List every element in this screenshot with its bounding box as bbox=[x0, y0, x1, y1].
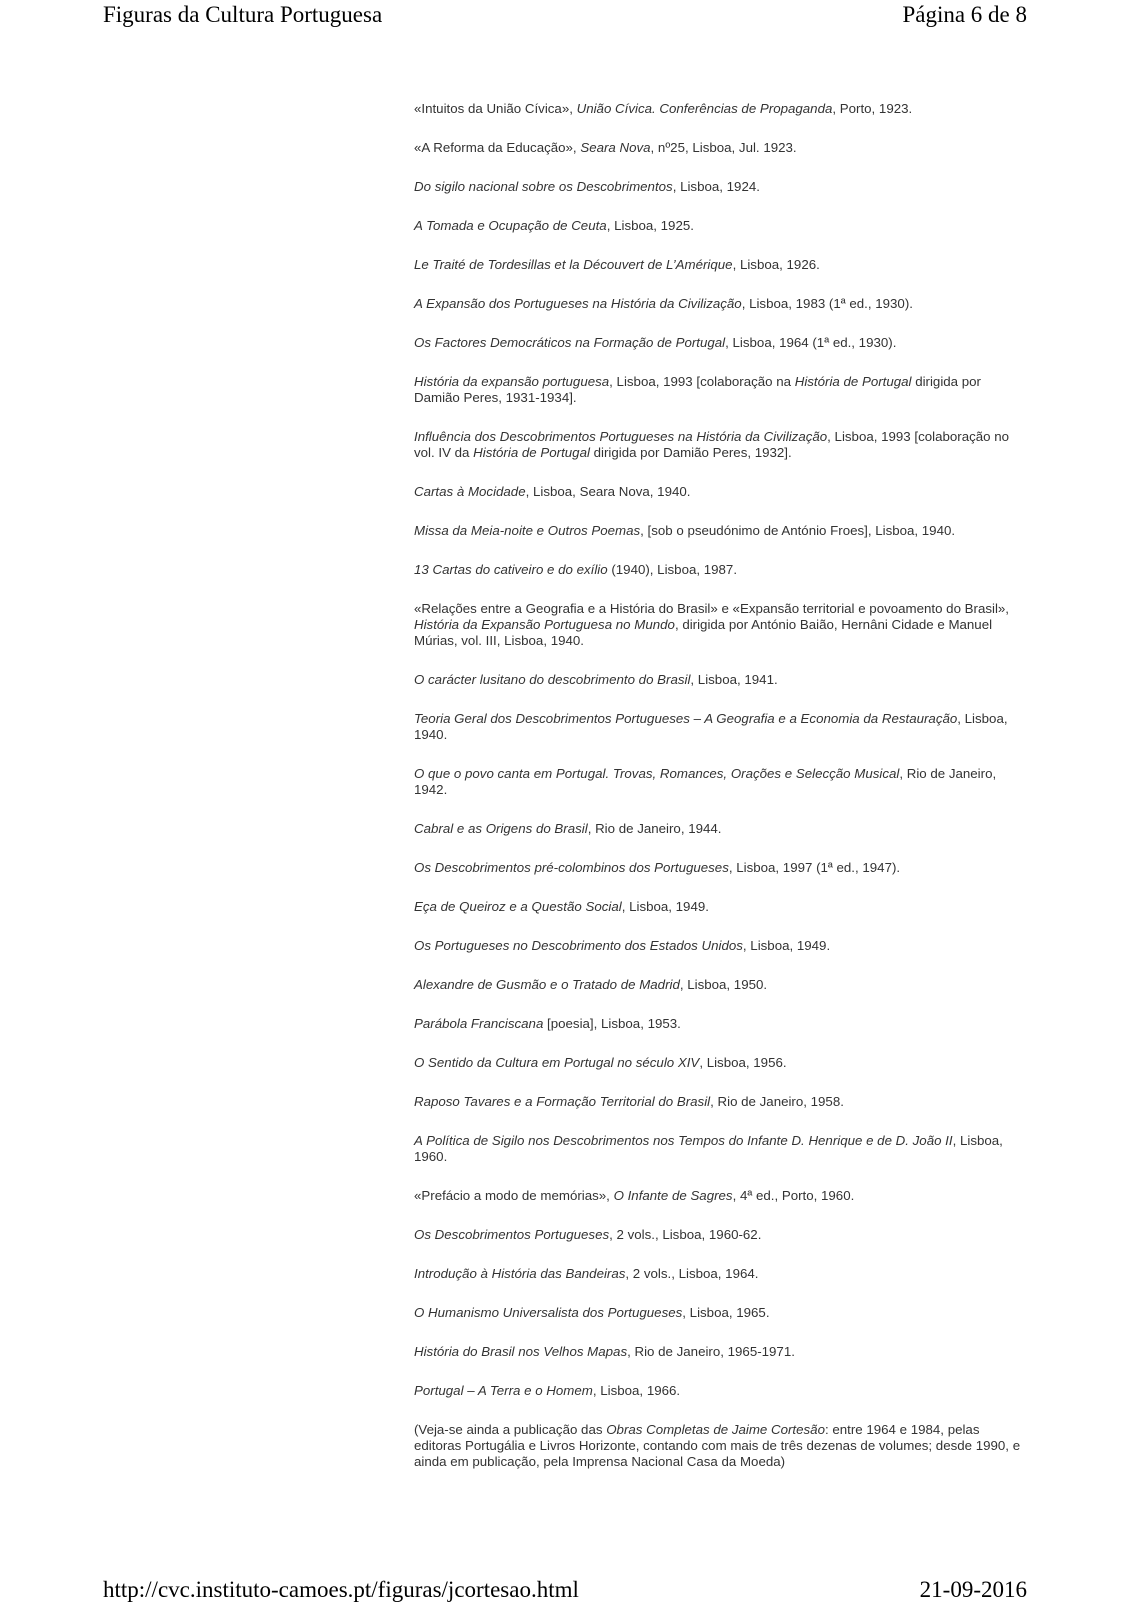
work-title: O Sentido da Cultura em Portugal no século XIV bbox=[414, 1055, 700, 1070]
entry-text: «Relações entre a Geografia e a História do Brasil» e «Expansão territorial e povoamento do Brasil», bbox=[414, 601, 1009, 616]
entry-text: , Lisboa, 1949. bbox=[621, 899, 709, 914]
work-title: Parábola Franciscana bbox=[414, 1016, 544, 1031]
entry-text: , Lisboa, 1965. bbox=[682, 1305, 770, 1320]
bibliography-entry bbox=[414, 179, 1026, 195]
work-title: Do sigilo nacional sobre os Descobrimentos bbox=[414, 179, 673, 194]
work-title: História de Portugal bbox=[794, 374, 912, 389]
work-title: Le Traité de Tordesillas et la Découvert de L’Amérique bbox=[414, 257, 733, 272]
work-title: Introdução à História das Bandeiras bbox=[414, 1266, 626, 1281]
work-title: A Expansão dos Portugueses na História da Civilização bbox=[414, 296, 742, 311]
work-title: O Humanismo Universalista dos Portugueses bbox=[414, 1305, 683, 1320]
entry-text: , Rio de Janeiro, 1958. bbox=[710, 1094, 844, 1109]
bibliography-entry bbox=[414, 938, 1026, 954]
bibliography-entry bbox=[414, 429, 1026, 461]
entry-text: , Lisboa, 1993 [colaboração no vol. IV da bbox=[414, 429, 1010, 460]
work-title: História da expansão portuguesa bbox=[414, 374, 610, 389]
page-number: Página 6 de 8 bbox=[902, 2, 1027, 27]
work-title: Os Descobrimentos Portugueses bbox=[414, 1227, 610, 1242]
work-title: A Tomada e Ocupação de Ceuta bbox=[414, 218, 607, 233]
bibliography-entry bbox=[414, 140, 1026, 156]
entry-text: , [sob o pseudónimo de António Froes], Lisboa, 1940. bbox=[640, 523, 956, 538]
entry-text: , 4ª ed., Porto, 1960. bbox=[732, 1188, 855, 1203]
bibliography-entry bbox=[414, 1305, 1026, 1321]
entry-text: , Porto, 1923. bbox=[832, 101, 913, 116]
entry-text: , Lisboa, 1956. bbox=[699, 1055, 787, 1070]
entry-text: , Rio de Janeiro, 1944. bbox=[587, 821, 722, 836]
bibliography-entry bbox=[414, 766, 1026, 798]
bibliography-entry bbox=[414, 335, 1026, 351]
bibliography-entry bbox=[414, 484, 1026, 500]
entry-text: , Lisboa, Seara Nova, 1940. bbox=[525, 484, 691, 499]
page-url: http://cvc.instituto-camoes.pt/figuras/jcortesao.html bbox=[103, 1577, 579, 1602]
entry-text: «Prefácio a modo de memórias», bbox=[414, 1188, 614, 1203]
bibliography-entry bbox=[414, 672, 1026, 688]
bibliography-entry bbox=[414, 821, 1026, 837]
work-title: Os Descobrimentos pré-colombinos dos Portugueses bbox=[414, 860, 729, 875]
work-title: Missa da Meia-noite e Outros Poemas bbox=[414, 523, 641, 538]
entry-text: , Lisboa, 1993 [colaboração na bbox=[609, 374, 795, 389]
print-date: 21-09-2016 bbox=[919, 1577, 1027, 1602]
bibliography-entry bbox=[414, 1383, 1026, 1399]
work-title: História de Portugal bbox=[473, 445, 590, 460]
work-title: Os Portugueses no Descobrimento dos Estados Unidos bbox=[414, 938, 743, 953]
entry-text: , Lisboa, 1941. bbox=[690, 672, 778, 687]
bibliography-entry bbox=[414, 860, 1026, 876]
entry-text: dirigida por Damião Peres, 1931-1934]. bbox=[414, 374, 981, 405]
work-title: Raposo Tavares e a Formação Territorial do Brasil bbox=[414, 1094, 711, 1109]
entry-text: dirigida por Damião Peres, 1932]. bbox=[589, 445, 792, 460]
entry-text: , Lisboa, 1983 (1ª ed., 1930). bbox=[741, 296, 913, 311]
entry-text: , 2 vols., Lisboa, 1960-62. bbox=[609, 1227, 762, 1242]
bibliography-entry bbox=[414, 1016, 1026, 1032]
entry-text: , Lisboa, 1926. bbox=[732, 257, 820, 272]
entry-text: «A Reforma da Educação», bbox=[414, 140, 581, 155]
work-title: A Política de Sigilo nos Descobrimentos nos Tempos do Infante D. Henrique e de D. João II bbox=[414, 1133, 953, 1148]
entry-text: (1940), Lisboa, 1987. bbox=[607, 562, 738, 577]
work-title: Cartas à Mocidade bbox=[414, 484, 526, 499]
bibliography-entry bbox=[414, 899, 1026, 915]
entry-text: , Lisboa, 1997 (1ª ed., 1947). bbox=[728, 860, 901, 875]
entry-text: , Lisboa, 1964 (1ª ed., 1930). bbox=[725, 335, 897, 350]
bibliography-entry bbox=[414, 101, 1026, 117]
entry-text: , Lisboa, 1966. bbox=[592, 1383, 681, 1398]
bibliography-entry bbox=[414, 1094, 1026, 1110]
entry-text: , Rio de Janeiro, 1942. bbox=[414, 766, 997, 797]
bibliography-entry bbox=[414, 562, 1026, 578]
work-title: Teoria Geral dos Descobrimentos Portugueses – A Geografia e a Economia da Restauração bbox=[414, 711, 958, 726]
bibliography-entry bbox=[414, 1133, 1026, 1165]
bibliography-entry bbox=[414, 711, 1026, 743]
entry-text: , Lisboa, 1925. bbox=[606, 218, 694, 233]
entry-text: [poesia], Lisboa, 1953. bbox=[543, 1016, 681, 1031]
work-title: História do Brasil nos Velhos Mapas bbox=[414, 1344, 628, 1359]
entry-text: , 2 vols., Lisboa, 1964. bbox=[625, 1266, 759, 1281]
bibliography-list bbox=[414, 101, 1026, 1493]
entry-text: «Intuitos da União Cívica», bbox=[414, 101, 577, 116]
work-title: O Infante de Sagres bbox=[613, 1188, 733, 1203]
entry-text: , dirigida por António Baião, Hernâni Cidade e Manuel Múrias, vol. III, Lisboa, 1940. bbox=[414, 617, 993, 648]
entry-text: , Lisboa, 1924. bbox=[672, 179, 760, 194]
bibliography-entry bbox=[414, 1266, 1026, 1282]
entry-text: (Veja-se ainda a publicação das bbox=[414, 1422, 607, 1437]
work-title: 13 Cartas do cativeiro e do exílio bbox=[414, 562, 608, 577]
bibliography-entry bbox=[414, 218, 1026, 234]
bibliography-entry bbox=[414, 1344, 1026, 1360]
work-title: Portugal – A Terra e o Homem bbox=[414, 1383, 593, 1398]
bibliography-entry bbox=[414, 257, 1026, 273]
entry-text: , nº25, Lisboa, Jul. 1923. bbox=[650, 140, 797, 155]
bibliography-entry bbox=[414, 977, 1026, 993]
work-title: O que o povo canta em Portugal. Trovas, Romances, Orações e Selecção Musical bbox=[414, 766, 900, 781]
work-title: Influência dos Descobrimentos Portugueses na História da Civilização bbox=[414, 429, 828, 444]
site-title: Figuras da Cultura Portuguesa bbox=[103, 2, 383, 27]
work-title: Obras Completas de Jaime Cortesão bbox=[606, 1422, 825, 1437]
bibliography-entry bbox=[414, 296, 1026, 312]
entry-text: , Lisboa, 1960. bbox=[414, 1133, 1003, 1164]
bibliography-entry bbox=[414, 1422, 1026, 1470]
bibliography-entry bbox=[414, 1227, 1026, 1243]
work-title: Eça de Queiroz e a Questão Social bbox=[414, 899, 622, 914]
work-title: União Cívica. Conferências de Propaganda bbox=[576, 101, 833, 116]
entry-text: : entre 1964 e 1984, pelas editoras Portugália e Livros Horizonte, contando com mais de três dezenas de volumes; desde 1990, e ainda em publicação, pela Imprensa Nacional Casa da Moeda) bbox=[414, 1422, 1021, 1469]
bibliography-entry bbox=[414, 1055, 1026, 1071]
work-title: O carácter lusitano do descobrimento do Brasil bbox=[414, 672, 691, 687]
bibliography-entry bbox=[414, 1188, 1026, 1204]
entry-text: , Lisboa, 1950. bbox=[679, 977, 768, 992]
work-title: Cabral e as Origens do Brasil bbox=[414, 821, 588, 836]
bibliography-entry bbox=[414, 601, 1026, 649]
entry-text: , Lisboa, 1940. bbox=[414, 711, 1008, 742]
bibliography-entry bbox=[414, 523, 1026, 539]
entry-text: , Rio de Janeiro, 1965-1971. bbox=[627, 1344, 795, 1359]
bibliography-entry bbox=[414, 374, 1026, 406]
work-title: História da Expansão Portuguesa no Mundo bbox=[414, 617, 675, 632]
entry-text: , Lisboa, 1949. bbox=[742, 938, 831, 953]
work-title: Alexandre de Gusmão e o Tratado de Madrid bbox=[414, 977, 680, 992]
work-title: Seara Nova bbox=[580, 140, 651, 155]
work-title: Os Factores Democráticos na Formação de Portugal bbox=[414, 335, 726, 350]
